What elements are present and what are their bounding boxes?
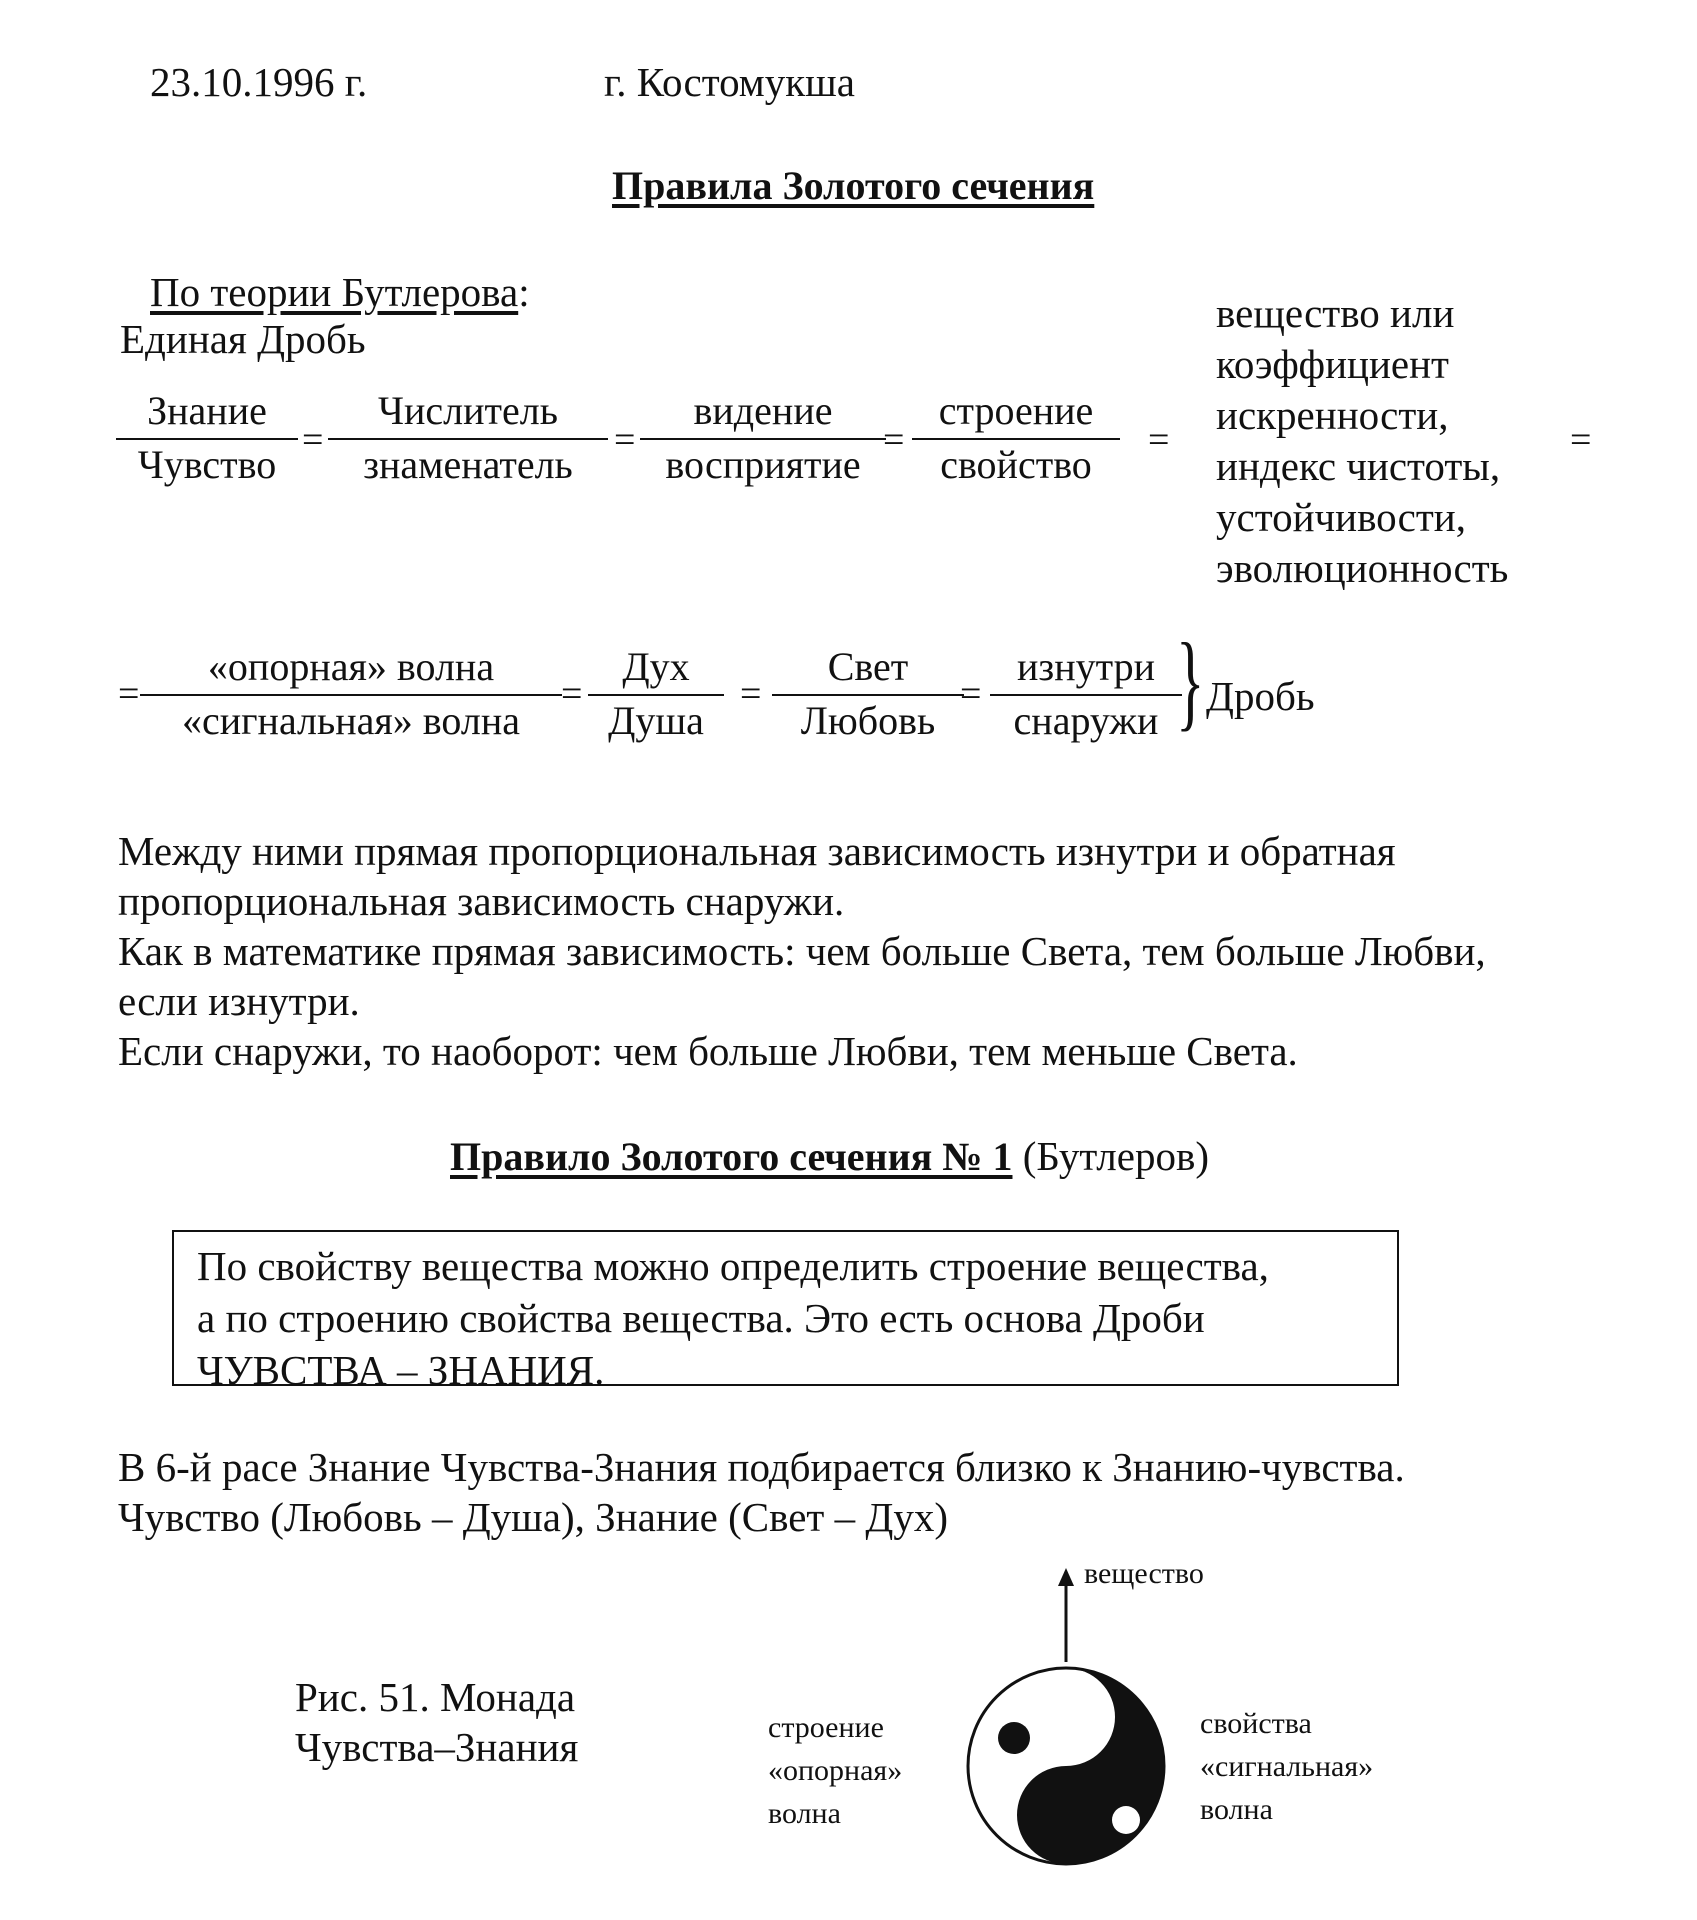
theory-colon: : xyxy=(518,269,530,315)
rule-box-text xyxy=(197,1240,1697,1396)
rule-box xyxy=(172,1230,1399,1393)
equals-sign: = xyxy=(960,673,982,715)
caption-line: Чувства–Знания xyxy=(295,1724,579,1770)
monad-figure xyxy=(950,1560,1200,1920)
right-label-line: волна xyxy=(1200,1793,1273,1826)
result-line: устойчивости, xyxy=(1216,494,1466,540)
fraction-denominator: восприятие xyxy=(665,442,861,487)
top-label: вещество xyxy=(1084,1557,1204,1590)
theory-subheading: Единая Дробь xyxy=(120,316,366,362)
fraction-denominator: Чувство xyxy=(137,442,277,487)
equals-sign: = xyxy=(561,673,583,715)
paragraph-line: пропорциональная зависимость снаружи. xyxy=(118,878,845,924)
fraction-numerator: строение xyxy=(912,390,1120,440)
paragraph-line: Чувство (Любовь – Душа), Знание (Свет – Дух) xyxy=(118,1494,948,1540)
result-list xyxy=(1216,288,1508,594)
rule-author: (Бутлеров) xyxy=(1022,1133,1209,1179)
fraction-svet-lyubov xyxy=(778,646,958,742)
result-line: вещество или xyxy=(1216,290,1455,336)
result-line: индекс чистоты, xyxy=(1216,443,1501,489)
rule-box-line: ЧУВСТВА – ЗНАНИЯ. xyxy=(197,1347,605,1393)
fraction-videnie-vospriyatie xyxy=(646,390,880,486)
fraction-numerator: видение xyxy=(640,390,886,440)
caption-line: Рис. 51. Монада xyxy=(295,1674,576,1720)
right-label xyxy=(1200,1702,1373,1831)
equals-sign: = xyxy=(740,673,762,715)
fraction-denominator: знаменатель xyxy=(363,442,573,487)
figure-caption xyxy=(295,1672,578,1772)
date: 23.10.1996 г. xyxy=(150,59,368,105)
left-label-line: волна xyxy=(768,1797,841,1830)
fraction-numerator: «опорная» волна xyxy=(140,646,562,696)
theory-heading-row xyxy=(150,268,530,317)
rule-heading-row xyxy=(450,1132,1209,1181)
equals-sign: = xyxy=(302,419,324,461)
yin-yang-icon xyxy=(968,1668,1164,1864)
equals-sign: = xyxy=(118,673,140,715)
paragraph-line: Между ними прямая пропорциональная зависимость изнутри и обратная xyxy=(118,828,1396,874)
paragraph-proportion xyxy=(118,826,1638,1076)
fraction-dukh-dusha xyxy=(594,646,718,742)
equals-sign: = xyxy=(614,419,636,461)
fraction-denominator: снаружи xyxy=(1013,698,1159,743)
rule-box-line: а по строению свойства вещества. Это есть основа Дроби xyxy=(197,1295,1205,1341)
rule-box-line: По свойству вещества можно определить строение вещества, xyxy=(197,1243,1269,1289)
equals-sign: = xyxy=(1570,419,1592,461)
equals-sign: = xyxy=(883,419,905,461)
result-line: эволюционность xyxy=(1216,545,1509,591)
right-label-line: «сигнальная» xyxy=(1200,1750,1374,1783)
fraction-denominator: Любовь xyxy=(800,698,936,743)
rule-heading: Правило Золотого сечения № 1 xyxy=(450,1134,1013,1179)
paragraph-line: В 6-й расе Знание Чувства-Знания подбирается близко к Знанию-чувства. xyxy=(118,1444,1405,1490)
brace-label: Дробь xyxy=(1206,673,1315,719)
paragraph-line: если изнутри. xyxy=(118,978,360,1024)
fraction-denominator: Душа xyxy=(608,698,704,743)
right-label-line: свойства xyxy=(1200,1707,1312,1740)
fraction-denominator: свойство xyxy=(940,442,1092,487)
paragraph-line: Если снаружи, то наоборот: чем больше Любви, тем меньше Света. xyxy=(118,1028,1298,1074)
fraction-numerator: Свет xyxy=(772,646,964,696)
fraction-chislitel-znamenatel xyxy=(334,390,602,486)
page-title: Правила Золотого сечения xyxy=(612,163,1095,208)
paragraph-line: Как в математике прямая зависимость: чем больше Света, тем больше Любви, xyxy=(118,928,1486,974)
place: г. Костомукша xyxy=(604,59,855,105)
left-label xyxy=(768,1706,902,1835)
left-label-line: строение xyxy=(768,1711,884,1744)
fraction-iznutri-snaruzhi xyxy=(996,646,1176,742)
fraction-stroenie-svoistvo xyxy=(918,390,1114,486)
fraction-numerator: Числитель xyxy=(328,390,608,440)
theory-heading: По теории Бутлерова xyxy=(150,269,519,315)
fraction-numerator: Знание xyxy=(116,390,298,440)
equals-sign: = xyxy=(1148,419,1170,461)
brace: } xyxy=(1176,622,1205,741)
fraction-znanie-chuvstvo xyxy=(122,390,292,486)
fraction-numerator: изнутри xyxy=(990,646,1182,696)
arrow-up-icon xyxy=(1058,1568,1074,1586)
result-line: коэффициент xyxy=(1216,341,1449,387)
left-label-line: «опорная» xyxy=(768,1754,903,1787)
result-line: искренности, xyxy=(1216,392,1449,438)
fraction-numerator: Дух xyxy=(588,646,724,696)
fraction-opornaya-signalnaya xyxy=(146,646,556,742)
paragraph-sixth-race xyxy=(118,1442,1638,1542)
fraction-denominator: «сигнальная» волна xyxy=(181,698,521,743)
